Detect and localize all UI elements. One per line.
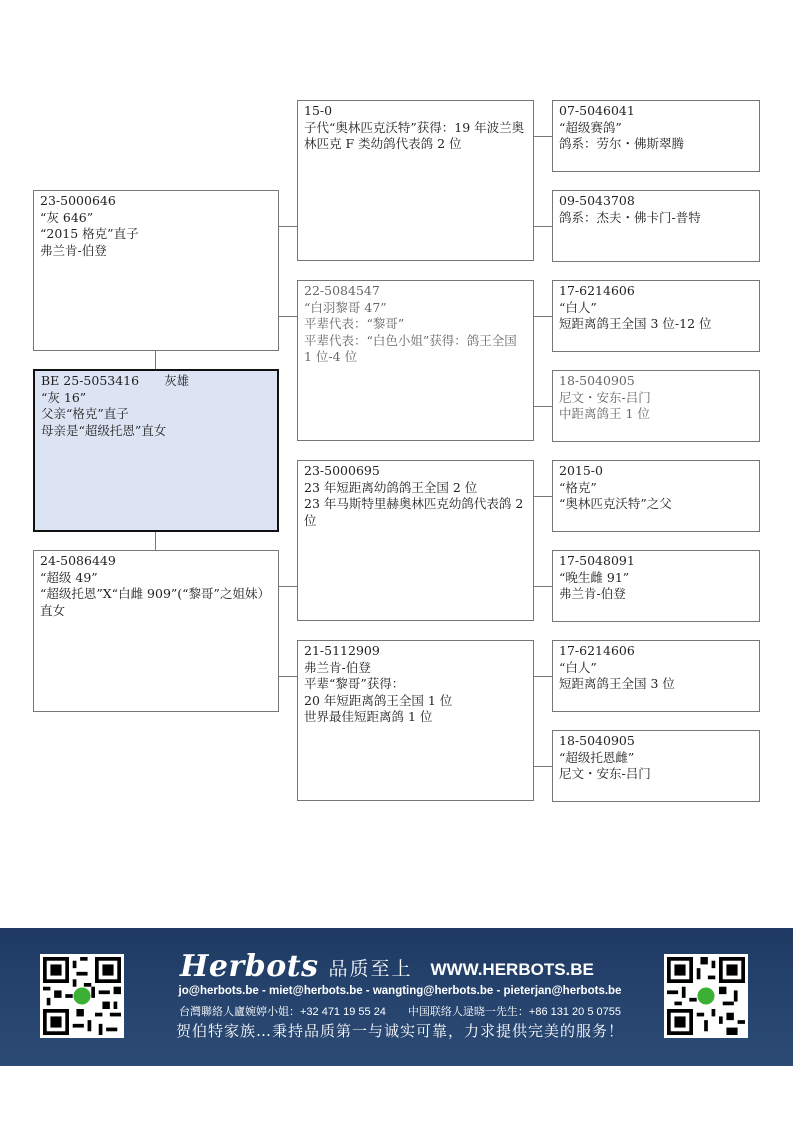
qr-code-icon (43, 957, 121, 1035)
dam-ring: 24-5086449 (40, 553, 116, 568)
footer-banner (0, 928, 793, 1066)
dam-dam-card (297, 640, 534, 801)
connector-line (279, 316, 297, 317)
ggp-note: 短距离鸽王全国 3 位 (559, 676, 675, 691)
ggp-name: “超级托恩雌” (559, 749, 635, 765)
ggp-note: “奥林匹克沃特”之父 (559, 496, 672, 511)
ggp-card-4 (552, 370, 760, 442)
ggp-name: “白人” (559, 299, 597, 315)
ggp-ring: 07-5046041 (559, 103, 635, 118)
dam-dam-breeder: 弗兰肯-伯登 (304, 659, 371, 675)
ggp-note: 鸽系：杰夫・佛卡门-普特 (559, 209, 701, 225)
qr-code-left (40, 954, 124, 1038)
ggp-name: “超级赛鸽” (559, 119, 622, 135)
subject-mother: 母亲是“超级托恩”直女 (41, 422, 167, 438)
dam-sire-ring: 23-5000695 (304, 463, 380, 478)
sire-dam-card (297, 280, 534, 441)
dam-dam-ring: 21-5112909 (304, 643, 380, 658)
subject-father: 父亲“格克”直子 (41, 406, 129, 421)
ggp-card-5 (552, 460, 760, 532)
website-link[interactable]: WWW.HERBOTS.BE (430, 960, 594, 979)
sire-sire-note: 子代“奥林匹克沃特”获得：19 年波兰奥林匹克 F 类幼鸽代表鸽 2 位 (304, 119, 525, 151)
ggp-breeder: 尼文・安东-吕门 (559, 766, 651, 781)
sire-card (33, 190, 279, 351)
dam-sire-note2: 23 年马斯特里赫奥林匹克幼鸽代表鸽 2 位 (304, 496, 528, 528)
brand-slogan: 品质至上 (328, 958, 413, 980)
ggp-note: 鸽系：劳尔・佛斯翠腾 (559, 136, 685, 151)
subject-card (33, 369, 279, 532)
ggp-breeder: 弗兰肯-伯登 (559, 586, 626, 601)
ggp-ring: 18-5040905 (559, 373, 635, 388)
connector-line (534, 766, 552, 767)
ggp-ring: 17-5048091 (559, 553, 635, 568)
ggp-breeder: 尼文・安东-吕门 (559, 389, 651, 405)
ggp-card-8 (552, 730, 760, 802)
ggp-ring: 2015-0 (559, 463, 603, 478)
ggp-name: “晚生雌 91” (559, 569, 630, 585)
contact-phones: 台灣聯絡人廬婉婷小姐：+32 471 19 55 24 中国联络人逯晓一先生：+86 131 20 5 0755 (178, 1006, 621, 1018)
ggp-card-7 (552, 640, 760, 712)
ggp-card-3 (552, 280, 760, 352)
ggp-ring: 17-6214606 (559, 643, 635, 658)
dam-note: “超级托恩”X“白雌 909”(“黎哥”之姐妹）直女 (40, 586, 270, 618)
qr-code-right (664, 954, 748, 1038)
subject-name: “灰 16” (41, 389, 87, 405)
ggp-name: “格克” (559, 479, 597, 495)
dam-name: “超级 49” (40, 569, 98, 585)
ggp-note: 短距离鸽王全国 3 位-12 位 (559, 316, 712, 331)
connector-line (534, 406, 552, 407)
dam-sire-note: 23 年短距离幼鸽鸽王全国 2 位 (304, 479, 478, 495)
brand-row (180, 949, 620, 984)
connector-line (534, 316, 552, 317)
contact-emails[interactable]: jo@herbots.be - miet@herbots.be - wangting@herbots.be - pieterjan@herbots.be (178, 985, 622, 997)
ggp-card-6 (552, 550, 760, 622)
sire-sire-card (297, 100, 534, 261)
connector-line (279, 586, 297, 587)
sire-dam-note: 平辈代表：“白色小姐”获得：鸽王全国 1 位-4 位 (304, 332, 521, 364)
ggp-ring: 17-6214606 (559, 283, 635, 298)
connector-line (534, 226, 552, 227)
dam-dam-sibling: 平辈“黎哥”获得： (304, 676, 405, 691)
ggp-note: 中距离鸽王 1 位 (559, 406, 650, 421)
ggp-card-2 (552, 190, 760, 262)
connector-line (534, 676, 552, 677)
dam-card (33, 550, 279, 712)
qr-code-icon (667, 957, 745, 1035)
connector-line (279, 676, 297, 677)
connector-line (534, 496, 552, 497)
ggp-name: “白人” (559, 659, 597, 675)
sire-dam-sibling: 平辈代表：“黎哥” (304, 316, 405, 331)
sire-dam-ring: 22-5084547 (304, 283, 380, 298)
sire-name: “灰 646” (40, 209, 94, 225)
sire-ring: 23-5000646 (40, 193, 116, 208)
ggp-ring: 18-5040905 (559, 733, 635, 748)
connector-line (534, 136, 552, 137)
sire-sire-ring: 15-0 (304, 103, 333, 118)
ggp-ring: 09-5043708 (559, 193, 635, 208)
company-motto: 贺伯特家族…秉持品质第一与诚实可靠，力求提供完美的服务！ (175, 1022, 624, 1040)
brand-logo: Herbots (180, 949, 319, 984)
dam-sire-card (297, 460, 534, 621)
dam-dam-note2: 世界最佳短距离鸽 1 位 (304, 709, 433, 724)
connector-line (155, 532, 156, 550)
sire-note: “2015 格克”直子 (40, 226, 139, 241)
sire-breeder: 弗兰肯-伯登 (40, 242, 107, 258)
connector-line (155, 351, 156, 369)
dam-dam-note: 20 年短距离鸽王全国 1 位 (304, 692, 453, 708)
connector-line (279, 226, 297, 227)
sire-dam-name: “白羽黎哥 47” (304, 299, 387, 315)
ggp-card-1 (552, 100, 760, 172)
subject-ring: BE 25-5053416 灰雄 (41, 373, 190, 388)
connector-line (534, 586, 552, 587)
